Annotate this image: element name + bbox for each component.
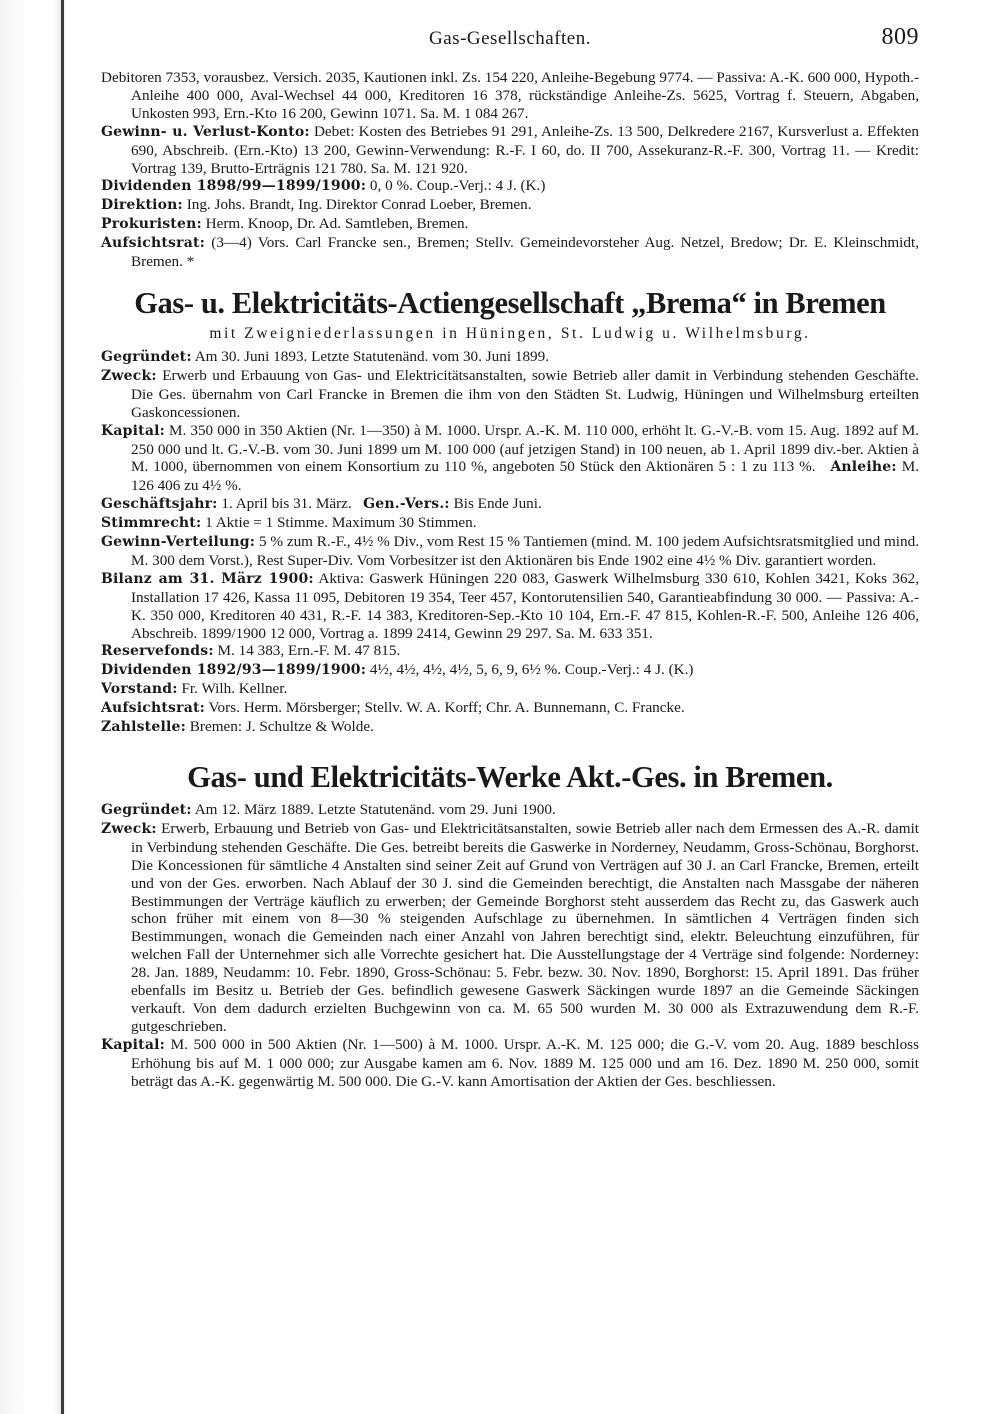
brema-subtitle: mit Zweigniederlassungen in Hüningen, St. Ludwig u. Wilhelmsburg. — [209, 324, 811, 342]
brema-purpose — [101, 367, 919, 422]
fiscal-year-text: 1. April bis 31. März. — [221, 495, 352, 513]
brema-board — [101, 680, 919, 699]
capital-text: M. 350 000 in 350 Aktien (Nr. 1—350) à M. 1000. Urspr. A.-K. M. 110 000, erhöht lt. G.-V.-B. vom 15. Aug. 1892 auf M. 250 000 und lt. G.-V.-B. vom 30. Juni 1899 um M. 100 000 (auf jetzigen Stand) in 100 neuen, ab 1. April 1899 div.-ber. Aktien à M. 1000, übernommen von einem Konsortium zu 110 %, angeboten 50 Stück den Aktionären 5 : 1 zu 113 %. — [131, 421, 919, 476]
purpose-text: Erwerb, Erbauung und Betrieb von Gas- und Elektricitätsanstalten, sowie Betrieb aller nach dem Ermessen des A.-R. damit in Verbindung stehenden Geschäfte. Die Ges. betreibt bereits die Gaswerke in Norderney, Neudamm, Gross-Schönau, Borghorst. Die Koncessionen für sämtliche 4 Anstalten sind seiner Zeit auf Grund von Verträgen auf 30 J. an Carl Francke, Bremen, erteilt und von der Ges. erworben. Nach Ablauf der 30 J. sind die Gemeinden berechtigt, die Anstalten nach Massgabe der näheren Bestimmungen der Verträge käuflich zu erwerben; der Gemeinde Borghorst steht ausserdem das Recht zu, das Gaswerk auch schon früher mit einem von 8—30 % steigenden Aufschlage zu übernehmen. In sämtlichen 4 Verträgen finden sich Bestimmungen, wonach die Gemeinden nach einer Anzahl von Jahren berechtigt sind, elektr. Beleuchtung einzuführen, für welchen Fall der Unternehmer sich alle Vorrechte gesichert hat. Die Ausstellungstage der 4 Verträge sind folgende: Norderney: 28. Jan. 1889, Neudamm: 10. Febr. 1890, Gross-Schönau: 5. Febr. bezw. 30. Nov. 1890, Borghorst: 15. April 1891. Das früher ebenfalls im Besitz u. Betrieb der Ges. befindlich gewesene Gaswerk Säckingen wurde 1897 an die Gemeinde Säckingen verkauft. Von dem dadurch erzielten Buchgewinn von ca. M. 65 500 wurden M. 30 000 als Extrazuwendung dem R.-F. gutgeschrieben. — [131, 819, 920, 1035]
brema-profit-distribution — [101, 533, 919, 570]
profit-loss-label: Gewinn- u. Verlust-Konto: — [101, 123, 310, 140]
general-meeting-label: Gen.-Vers.: — [363, 496, 450, 513]
brema-title: Gas- u. Elektricitäts-Actiengesellschaft „Brema“ in Bremen — [134, 285, 886, 320]
supervisory-board-previous — [101, 234, 919, 271]
reserve-fund-text: M. 14 383, Ern.-F. M. 47 815. — [217, 642, 401, 660]
founded-label: Gegründet: — [101, 802, 192, 818]
werke-capital — [101, 1036, 919, 1091]
purpose-label: Zweck: — [101, 820, 157, 837]
dividends-label: Dividenden 1892/93—1899/1900: — [101, 662, 367, 679]
gutter-rule — [61, 0, 64, 1414]
dividends-label: Dividenden 1898/99—1899/1900: — [101, 178, 367, 195]
dividends-previous — [101, 177, 919, 196]
werke-founded — [101, 801, 919, 820]
paying-agent-label: Zahlstelle: — [101, 719, 186, 736]
profit-distribution-label: Gewinn-Verteilung: — [101, 534, 256, 551]
fiscal-year-label: Geschäftsjahr: — [101, 496, 218, 513]
paying-agent-text: Bremen: J. Schultze & Wolde. — [189, 718, 374, 736]
founded-text: Am 30. Juni 1893. Letzte Statutenänd. vom 30. Juni 1899. — [194, 347, 550, 365]
brema-fiscal-year — [101, 495, 919, 514]
capital-label: Kapital: — [101, 422, 165, 439]
balance-continuation-text: Debitoren 7353, vorausbez. Versich. 2035, Kautionen inkl. Zs. 154 220, Anleihe-Begebung 9774. — Passiva: A.-K. 600 000, Hypoth.-Anleihe 400 000, Aval-Wechsel 44 000, Kreditoren 16 378, rückständige Anleihe-Zs. 5625, Vortrag f. Steuern, Abgaben, Unkosten 993, Ern.-Kto 16 200, Gewinn 1071. Sa. M. 1 084 267. — [101, 69, 919, 122]
voting-rights-text: 1 Aktie = 1 Stimme. Maximum 30 Stimmen. — [205, 514, 477, 532]
general-meeting-text: Bis Ende Juni. — [453, 495, 542, 513]
direktion — [101, 196, 919, 215]
page-header — [101, 22, 919, 52]
book-gutter — [0, 0, 66, 1414]
brema-paying-agent — [101, 718, 919, 737]
brema-capital — [101, 422, 919, 496]
purpose-text: Erwerb und Erbauung von Gas- und Elektricitätsanstalten, sowie Betrieb aller damit in Verbindung stehenden Geschäfte. Die Ges. übernahm von Carl Francke in Bremen die ihm von den Städten St. Ludwig, Hüningen und Wilhelmsburg erteilten Gaskoncessionen. — [131, 366, 919, 421]
balance-sheet-text: Aktiva: Gaswerk Hüningen 220 083, Gaswerk Wilhelmsburg 330 610, Kohlen 3421, Koks 362, Installation 17 426, Kassa 11 095, Debitoren 19 354, Teer 457, Kontorutensilien 540, Garantieabfindung 30 000. — Passiva: A.-K. 350 000, Kreditoren 40 431, R.-F. 14 383, Kreditoren-Sep.-Kto 10 104, Ern.-F. 47 815, Kohlen-R.-F. 500, Anleihe 126 406, Abschreib. 1899/1900 12 000, Vortrag a. 1899 2414, Gewinn 29 297. Sa. M. 633 351. — [131, 569, 920, 642]
founded-label: Gegründet: — [101, 348, 192, 365]
supervisory-board-label: Aufsichtsrat: — [101, 235, 205, 252]
profit-distribution-text: 5 % zum R.-F., 4½ % Div., vom Rest 15 % Tantiemen (mind. M. 100 jedem Aufsichtsratsmitglied und mind. M. 300 dem Vorst.), Rest Super-Div. Vom Vorbesitzer ist den Aktionären bis Ende 1902 eine 4½ % Div. garantiert worden. — [131, 533, 919, 569]
brema-reserve-fund — [101, 642, 919, 661]
brema-founded — [101, 348, 919, 367]
prokuristen-label: Prokuristen: — [101, 216, 202, 233]
brema-balance-sheet — [101, 570, 919, 643]
brema-dividends — [101, 661, 919, 680]
dividends-text: 4½, 4½, 4½, 4½, 5, 6, 9, 6½ %. Coup.-Verj.: 4 J. (K.) — [369, 661, 694, 679]
capital-label: Kapital: — [101, 1036, 165, 1053]
page-number: 809 — [881, 24, 919, 50]
running-title: Gas-Gesellschaften. — [429, 28, 591, 49]
founded-text: Am 12. März 1889. Letzte Statutenänd. vom 29. Juni 1900. — [194, 801, 556, 818]
balance-sheet-label: Bilanz am 31. März 1900: — [101, 570, 314, 587]
supervisory-board-text: Vors. Herm. Mörsberger; Stellv. W. A. Korff; Chr. A. Bunnemann, C. Francke. — [208, 699, 685, 717]
brema-supervisory-board — [101, 699, 919, 718]
supervisory-board-text: (3—4) Vors. Carl Francke sen., Bremen; Stellv. Gemeindevorsteher Aug. Netzel, Bredow; Dr. E. Kleinschmidt, Bremen. * — [131, 234, 920, 271]
board-label: Vorstand: — [101, 681, 178, 698]
voting-rights-label: Stimmrecht: — [101, 515, 202, 532]
dividends-text: 0, 0 %. Coup.-Verj.: 4 J. (K.) — [369, 177, 546, 195]
werke-title: Gas- und Elektricitäts-Werke Akt.-Ges. in Bremen. — [187, 760, 833, 794]
loan-label: Anleihe: — [830, 459, 897, 476]
profit-loss-account — [101, 123, 919, 178]
profit-loss-text: Debet: Kosten des Betriebes 91 291, Anleihe-Zs. 13 500, Delkredere 2167, Kursverlust a. Effekten 690, Abschreib. (Ern.-Kto) 13 200, Gewinn-Verwendung: R.-F. I 60, do. II 700, Assekuranz-R.-F. 300, Vortrag 11. — Kredit: Vortrag 139, Brutto-Erträgnis 121 780. Sa. M. 121 920. — [131, 122, 919, 177]
page — [101, 22, 919, 1091]
supervisory-board-label: Aufsichtsrat: — [101, 700, 205, 717]
brema-voting-rights — [101, 514, 919, 533]
reserve-fund-label: Reservefonds: — [101, 643, 214, 660]
werke-purpose — [101, 820, 919, 1036]
direktion-label: Direktion: — [101, 197, 183, 214]
direktion-text: Ing. Johs. Brandt, Ing. Direktor Conrad Loeber, Bremen. — [186, 196, 532, 214]
prokuristen — [101, 215, 919, 234]
purpose-label: Zweck: — [101, 367, 157, 384]
capital-text: M. 500 000 in 500 Aktien (Nr. 1—500) à M. 1000. Urspr. A.-K. M. 125 000; die G.-V. vom 20. Aug. 1889 beschloss Erhöhung bis auf M. 1 000 000; zur Ausgabe kamen am 6. Nov. 1889 M. 125 000 und am 16. Dez. 1890 M. 250 000, somit beträgt das A.-K. gegenwärtig M. 500 000. Die G.-V. kann Amortisation der Aktien der Ges. beschliessen. — [131, 1035, 920, 1090]
loan-text: M. 126 406 zu 4½ %. — [131, 458, 920, 495]
board-text: Fr. Wilh. Kellner. — [181, 680, 288, 698]
prokuristen-text: Herm. Knoop, Dr. Ad. Samtleben, Bremen. — [205, 215, 469, 233]
balance-continuation — [101, 69, 919, 123]
